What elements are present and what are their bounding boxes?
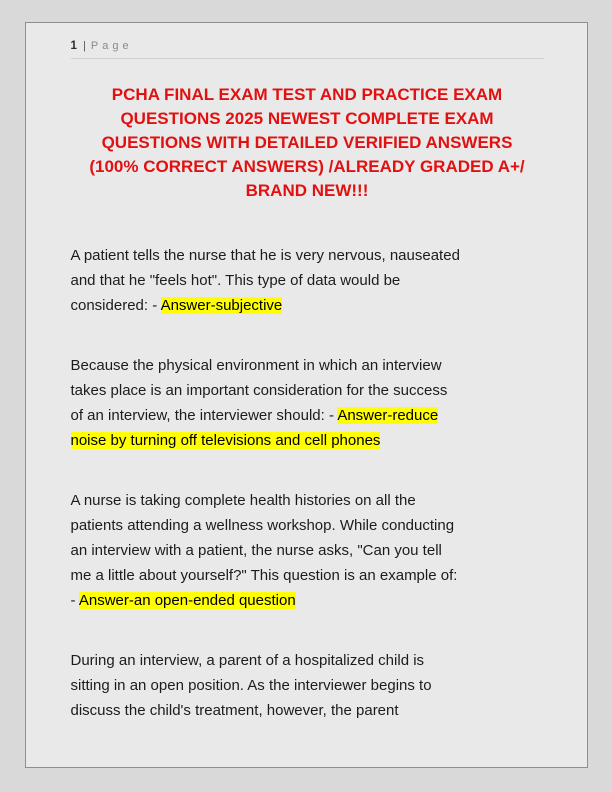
- question-text: -: [70, 592, 79, 609]
- page-label: Page: [90, 40, 133, 52]
- qa-paragraph: [71, 648, 544, 723]
- paragraph-line: [71, 513, 544, 538]
- paragraph-line: [71, 378, 544, 403]
- qa-paragraph: [71, 488, 544, 613]
- page-number: 1: [70, 40, 79, 52]
- question-text: of an interview, the interviewer should: -: [70, 407, 338, 424]
- question-text: sitting in an open position. As the interviewer begins to: [70, 677, 432, 694]
- question-text: During an interview, a parent of a hospitalized child is: [70, 652, 425, 669]
- highlighted-answer: noise by turning off televisions and cell phones: [70, 432, 381, 449]
- question-text: Because the physical environment in which an interview: [70, 357, 442, 374]
- paragraph-line: [71, 488, 544, 513]
- paragraph-line: [71, 538, 544, 563]
- document-page: [25, 22, 588, 768]
- title-line: (100% CORRECT ANSWERS) /ALREADY GRADED A+/: [89, 157, 525, 176]
- document-title: [71, 83, 544, 203]
- paragraph-line: [71, 588, 544, 613]
- paragraph-line: [71, 243, 544, 268]
- question-text: takes place is an important consideration for the success: [70, 382, 448, 399]
- question-text: A nurse is taking complete health histories on all the: [70, 492, 416, 509]
- paragraph-line: [71, 293, 544, 318]
- highlighted-answer: Answer-subjective: [160, 297, 283, 314]
- qa-paragraph: [71, 243, 544, 318]
- question-text: patients attending a wellness workshop. While conducting: [70, 517, 455, 534]
- paragraph-line: [71, 403, 544, 428]
- page-header: [71, 39, 544, 55]
- title-line: PCHA FINAL EXAM TEST AND PRACTICE EXAM: [111, 85, 503, 104]
- paragraph-line: [71, 353, 544, 378]
- document-body: [71, 243, 544, 723]
- highlighted-answer: Answer-reduce: [337, 407, 439, 424]
- title-line: BRAND NEW!!!: [245, 181, 369, 200]
- question-text: A patient tells the nurse that he is very nervous, nauseated: [70, 247, 460, 264]
- paragraph-line: [71, 698, 544, 723]
- question-text: an interview with a patient, the nurse asks, "Can you tell: [70, 542, 442, 559]
- question-text: and that he "feels hot". This type of data would be: [70, 272, 401, 289]
- title-line: QUESTIONS 2025 NEWEST COMPLETE EXAM: [120, 109, 494, 128]
- paragraph-line: [71, 268, 544, 293]
- title-line: QUESTIONS WITH DETAILED VERIFIED ANSWERS: [101, 133, 513, 152]
- paragraph-line: [71, 673, 544, 698]
- header-rule: [71, 58, 544, 59]
- paragraph-line: [71, 428, 544, 453]
- highlighted-answer: Answer-an open-ended question: [78, 592, 296, 609]
- question-text: considered: -: [70, 297, 161, 314]
- qa-paragraph: [71, 353, 544, 453]
- paragraph-line: [71, 563, 544, 588]
- paragraph-line: [71, 648, 544, 673]
- question-text: discuss the child's treatment, however, the parent: [70, 702, 399, 719]
- header-separator: |: [82, 40, 86, 52]
- question-text: me a little about yourself?" This question is an example of:: [70, 567, 458, 584]
